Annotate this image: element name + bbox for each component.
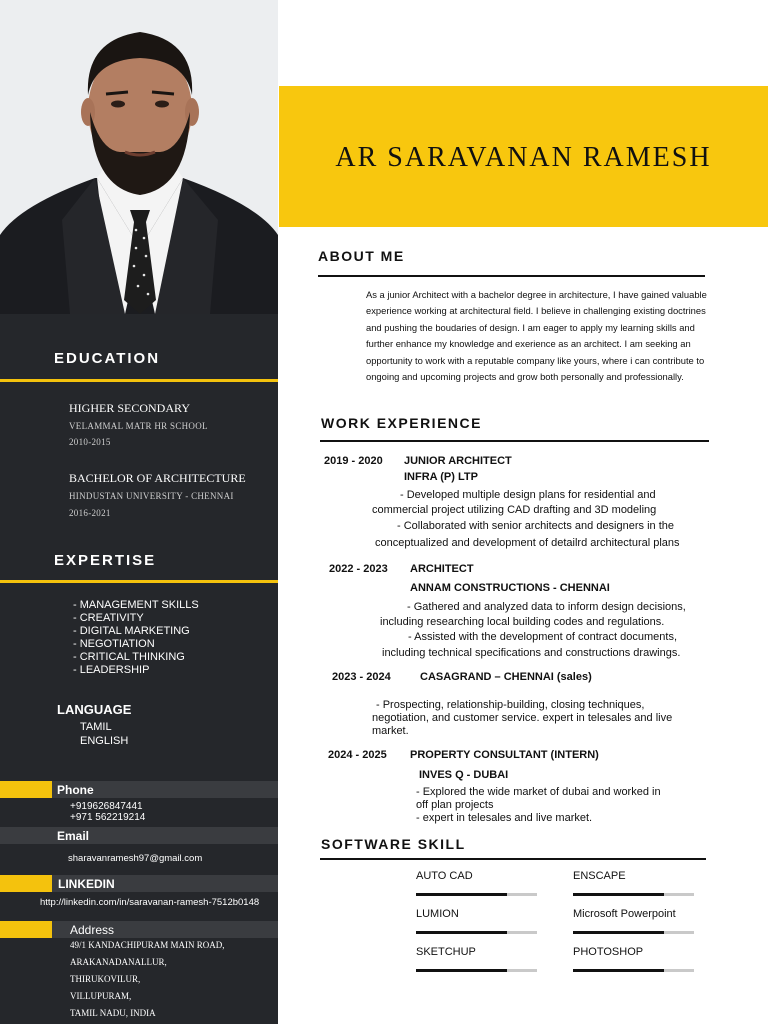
address-line: TAMIL NADU, INDIA <box>70 1008 156 1018</box>
linkedin-link[interactable]: http://linkedin.com/in/saravanan-ramesh-7512b0148 <box>40 897 260 908</box>
address-line: THIRUKOVILUR, <box>70 974 141 984</box>
expertise-item: - CRITICAL THINKING <box>73 651 185 663</box>
skill-bar-fill <box>573 893 664 896</box>
expertise-item: - NEGOTIATION <box>73 638 155 650</box>
address-line: 49/1 KANDACHIPURAM MAIN ROAD, <box>70 940 225 950</box>
job-company: INVES Q - DUBAI <box>419 769 509 781</box>
linkedin-tab <box>0 875 52 892</box>
email-label: Email <box>57 829 90 843</box>
skill-name: SKETCHUP <box>416 946 476 958</box>
phone-tab <box>0 781 52 798</box>
education-years: 2010-2015 <box>69 437 111 447</box>
job-title: PROPERTY CONSULTANT (INTERN) <box>410 749 599 761</box>
experience-heading: WORK EXPERIENCE <box>321 415 482 431</box>
experience-divider <box>320 440 709 442</box>
skill-bar <box>416 931 537 934</box>
skill-name: AUTO CAD <box>416 870 473 882</box>
address-line: VILLUPURAM, <box>70 991 132 1001</box>
job-detail: - Gathered and analyzed data to inform design decisions, <box>407 601 686 613</box>
expertise-item: - LEADERSHIP <box>73 664 150 676</box>
portrait-image <box>0 0 278 314</box>
software-divider <box>320 858 706 860</box>
job-detail: - Developed multiple design plans for residential and <box>400 489 656 501</box>
skill-bar <box>573 931 694 934</box>
education-divider <box>0 379 278 382</box>
expertise-item: - CREATIVITY <box>73 612 144 624</box>
job-title: JUNIOR ARCHITECT <box>404 455 512 467</box>
expertise-item: - MANAGEMENT SKILLS <box>73 599 199 611</box>
expertise-item: - DIGITAL MARKETING <box>73 625 190 637</box>
job-detail: market. <box>372 725 409 737</box>
skill-name: LUMION <box>416 908 459 920</box>
about-divider <box>318 275 705 277</box>
skill-bar <box>573 969 694 972</box>
expertise-divider <box>0 580 278 583</box>
candidate-name: AR SARAVANAN RAMESH <box>335 142 712 173</box>
phone-number: +919626847441 <box>70 801 143 812</box>
address-tab <box>0 921 52 938</box>
education-heading: EDUCATION <box>54 350 161 367</box>
linkedin-label: LINKEDIN <box>58 877 115 891</box>
skill-bar <box>573 893 694 896</box>
job-detail: conceptualized and development of detailrd architectural plans <box>375 537 680 549</box>
skill-bar <box>416 893 537 896</box>
job-company: ANNAM CONSTRUCTIONS - CHENNAI <box>410 582 610 594</box>
email-value[interactable]: sharavanramesh97@gmail.com <box>68 853 203 864</box>
phone-label: Phone <box>57 783 94 797</box>
job-detail: including technical specifications and constructions drawings. <box>382 647 681 659</box>
expertise-heading: EXPERTISE <box>54 552 157 569</box>
language-heading: LANGUAGE <box>57 702 132 717</box>
about-text: As a junior Architect with a bachelor degree in architecture, I have gained valuable experience working at architectural field. I believe in challenging existing doctrines and pushing the boudaries of design. I am eager to apply my learning skills and further enhance my knowledge and exerience as an architect. I am seeking an opportunity to work with a reputable company like yours, where i can contribute to ongoing and upcoming projects and grow both personally and professionally. <box>366 289 707 383</box>
skill-name: Microsoft Powerpoint <box>573 908 676 920</box>
skill-bar-fill <box>416 969 507 972</box>
email-bar <box>0 827 278 844</box>
address-line: ARAKANADANALLUR, <box>70 957 167 967</box>
job-detail: off plan projects <box>416 799 494 811</box>
skill-name: PHOTOSHOP <box>573 946 644 958</box>
job-years: 2022 - 2023 <box>329 563 388 575</box>
job-title: ARCHITECT <box>410 563 474 575</box>
language-item: ENGLISH <box>80 735 129 747</box>
job-detail: including researching local building codes and regulations. <box>380 616 665 628</box>
education-school: HINDUSTAN UNIVERSITY - CHENNAI <box>69 491 234 501</box>
job-detail: - Prospecting, relationship-building, closing techniques, <box>376 699 645 711</box>
skill-bar-fill <box>416 931 507 934</box>
job-title: CASAGRAND – CHENNAI (sales) <box>420 671 592 683</box>
skill-name: ENSCAPE <box>573 870 626 882</box>
address-label: Address <box>70 923 115 937</box>
skill-bar-fill <box>573 969 664 972</box>
profile-photo <box>0 0 278 314</box>
job-detail: commercial project utilizing CAD drafting and 3D modeling <box>372 504 657 516</box>
education-years: 2016-2021 <box>69 508 111 518</box>
job-detail: - Explored the wide market of dubai and worked in <box>416 786 661 798</box>
language-item: TAMIL <box>80 721 112 733</box>
job-detail: - Assisted with the development of contract documents, <box>408 631 678 643</box>
software-heading: SOFTWARE SKILL <box>321 836 466 852</box>
job-years: 2019 - 2020 <box>324 455 383 467</box>
sidebar <box>0 314 278 1024</box>
education-title: BACHELOR OF ARCHITECTURE <box>69 471 246 485</box>
education-title: HIGHER SECONDARY <box>69 401 191 415</box>
education-school: VELAMMAL MATR HR SCHOOL <box>69 421 208 431</box>
job-years: 2024 - 2025 <box>328 749 387 761</box>
skill-bar-fill <box>416 893 507 896</box>
skill-bar-fill <box>573 931 664 934</box>
about-heading: ABOUT ME <box>318 248 405 264</box>
job-detail: - expert in telesales and live market. <box>416 812 593 824</box>
job-detail: - Collaborated with senior architects and designers in the <box>397 520 674 532</box>
job-company: INFRA (P) LTP <box>404 471 478 483</box>
job-detail: negotiation, and customer service. expert in telesales and live <box>372 712 673 724</box>
phone-number: +971 562219214 <box>70 812 146 823</box>
skill-bar <box>416 969 537 972</box>
job-years: 2023 - 2024 <box>332 671 391 683</box>
